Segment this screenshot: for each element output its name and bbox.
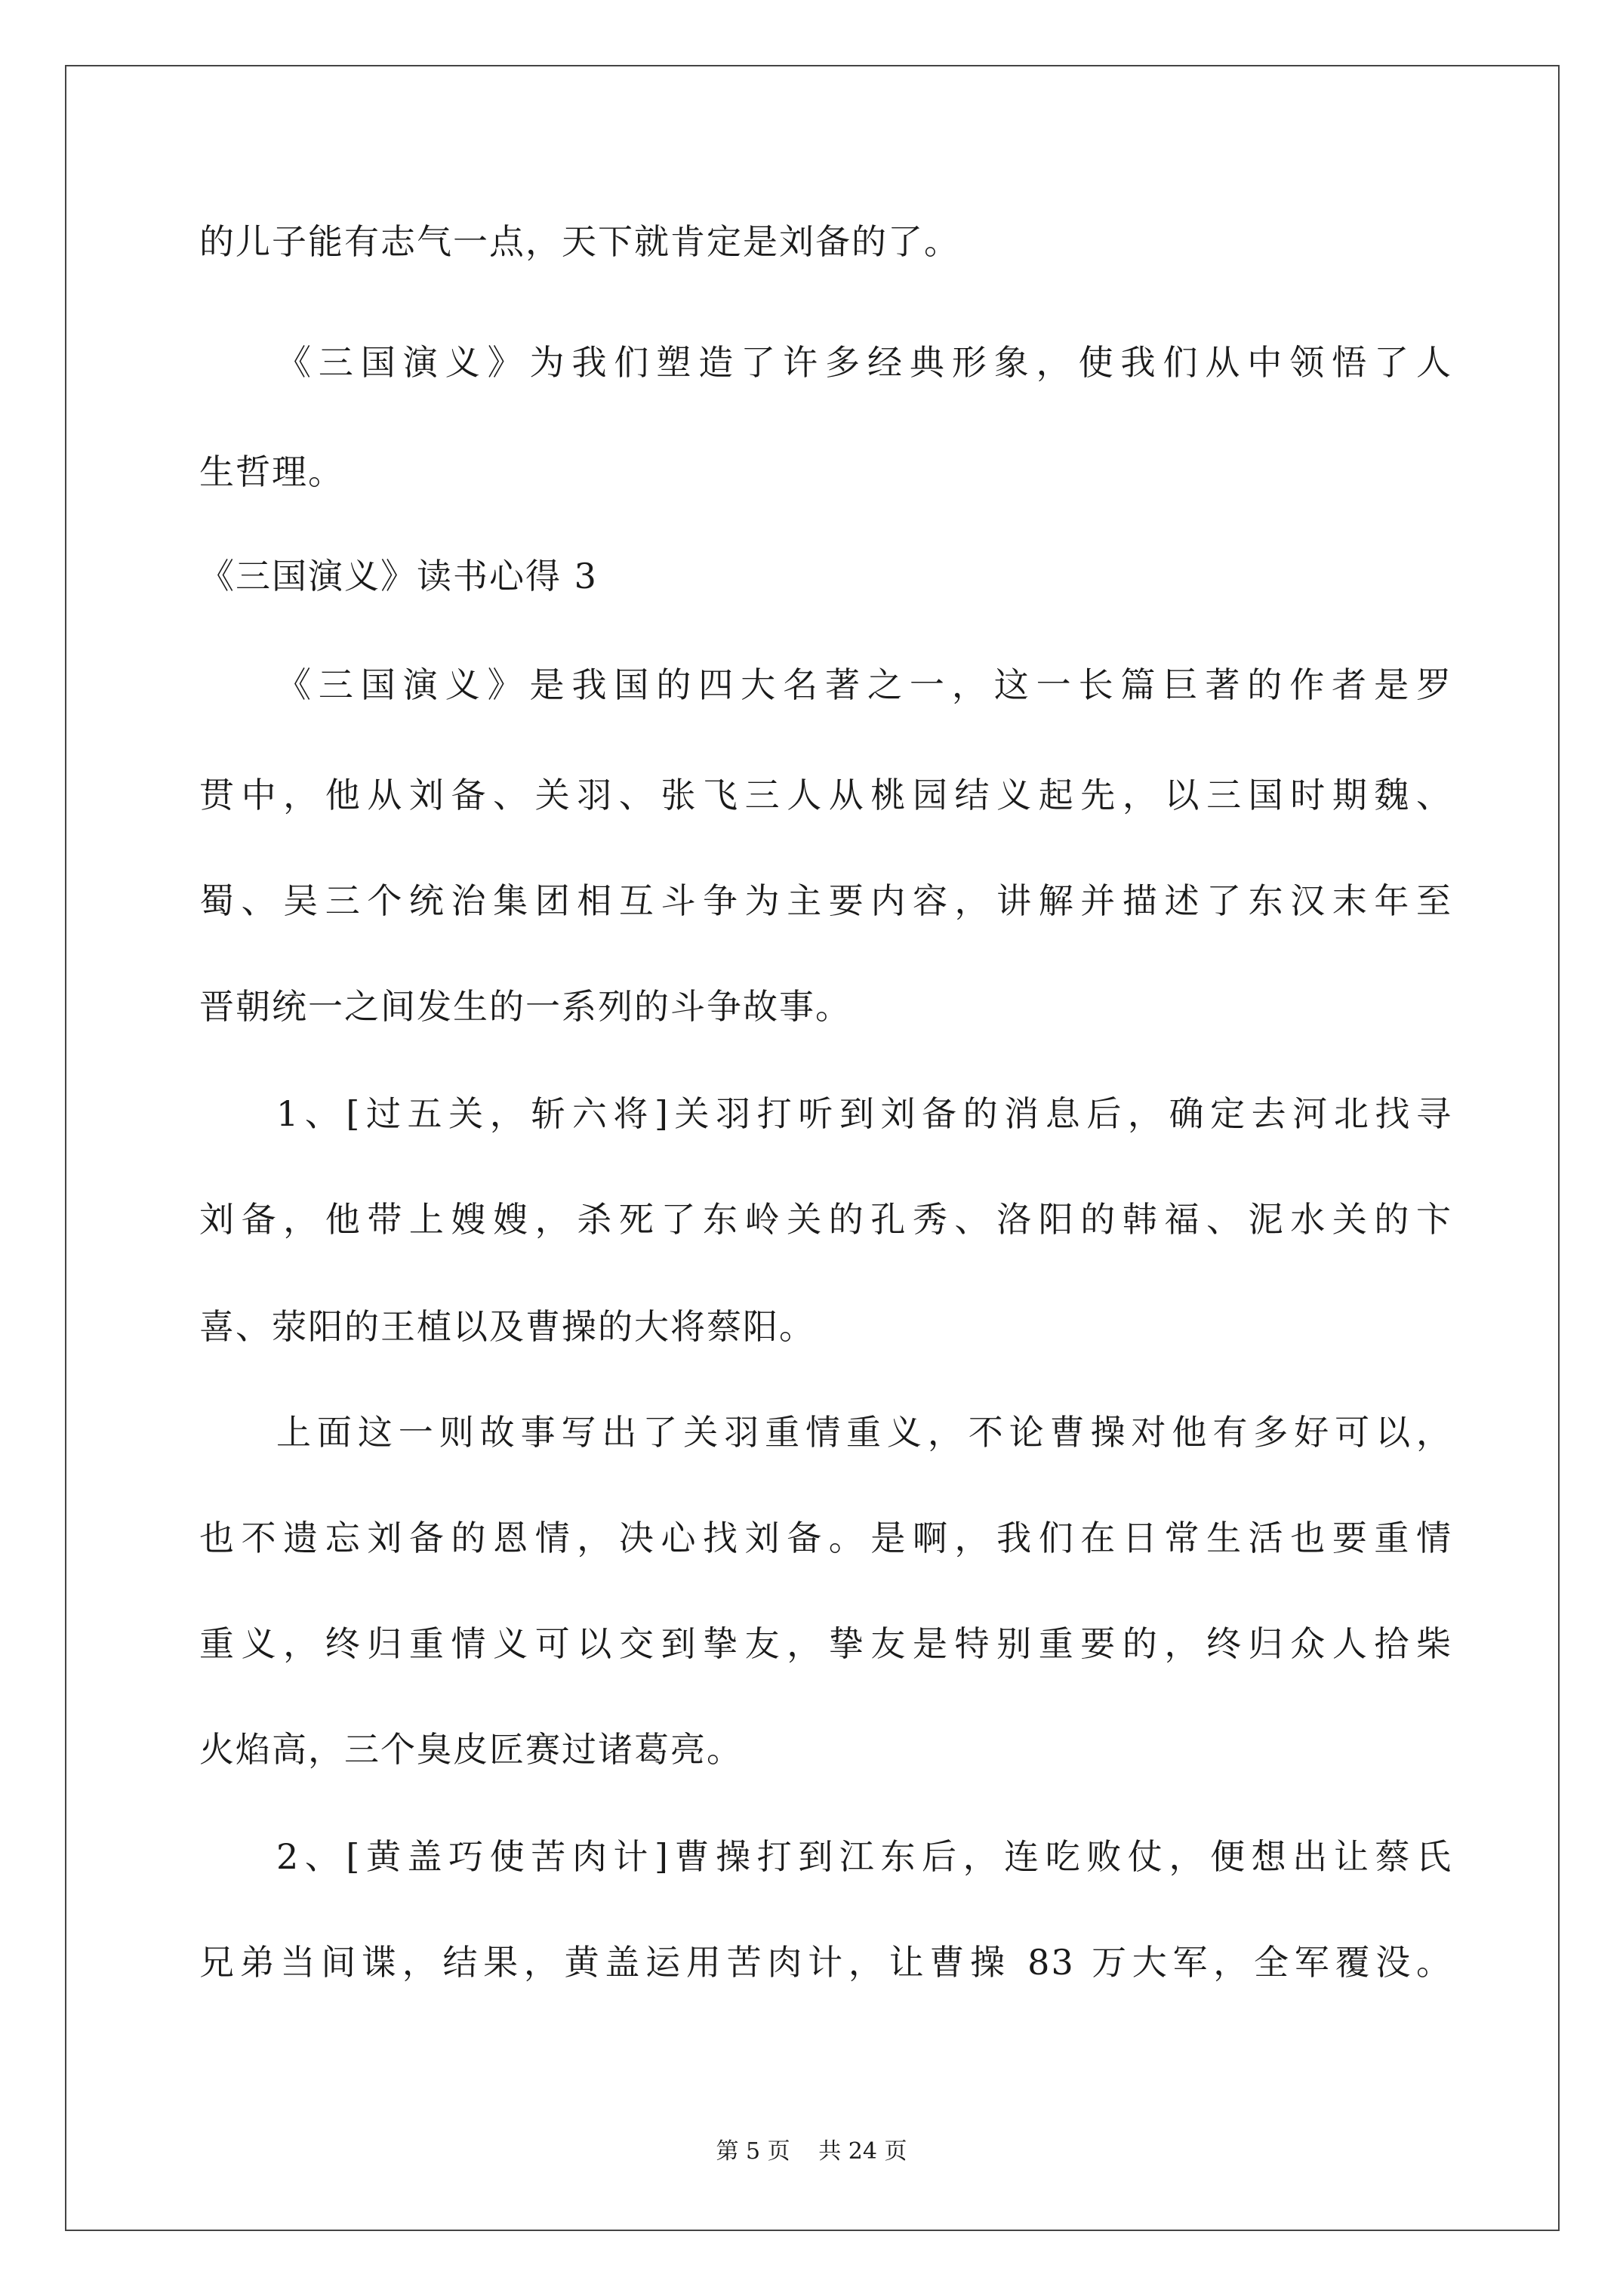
paragraph-line: 《三国演义》为我们塑造了许多经典形象，使我们从中领悟了人	[276, 342, 1452, 383]
paragraph-line: 1、[过五关，斩六将]关羽打听到刘备的消息后，确定去河北找寻	[276, 1093, 1452, 1134]
paragraph-line: 蜀、吴三个统治集团相互斗争为主要内容，讲解并描述了东汉末年至	[199, 880, 1452, 921]
page-footer	[0, 2137, 1623, 2167]
paragraph-line: 贯中，他从刘备、关羽、张飞三人从桃园结义起先，以三国时期魏、	[199, 775, 1452, 815]
paragraph-line: 晋朝统一之间发生的一系列的斗争故事。	[199, 986, 852, 1027]
paragraph-line: 兄弟当间谍，结果，黄盖运用苦肉计，让曹操 83 万大军，全军覆没。	[199, 1942, 1452, 1983]
page-border	[65, 65, 1560, 2231]
page-number: 第 5 页	[716, 2138, 790, 2165]
paragraph-line: 上面这一则故事写出了关羽重情重义，不论曹操对他有多好可以，	[276, 1412, 1452, 1453]
paragraph-line: 的儿子能有志气一点，天下就肯定是刘备的了。	[199, 221, 960, 262]
paragraph-line: 重义，终归重情义可以交到挚友，挚友是特别重要的，终归众人拾柴	[199, 1623, 1452, 1664]
page-total: 共 24 页	[818, 2138, 907, 2165]
paragraph-line: 《三国演义》是我国的四大名著之一，这一长篇巨著的作者是罗	[276, 664, 1452, 705]
paragraph-line: 2、[黄盖巧使苦肉计]曹操打到江东后，连吃败仗，便想出让蔡氏	[276, 1836, 1452, 1877]
paragraph-line: 火焰高，三个臭皮匠赛过诸葛亮。	[199, 1729, 743, 1770]
section-heading: 《三国演义》读书心得 3	[199, 556, 598, 596]
paragraph-line: 也不遗忘刘备的恩情，决心找刘备。是啊，我们在日常生活也要重情	[199, 1518, 1452, 1558]
paragraph-line: 喜、荥阳的王植以及曹操的大将蔡阳。	[199, 1306, 815, 1347]
paragraph-line: 刘备，他带上嫂嫂，杀死了东岭关的孔秀、洛阳的韩福、泥水关的卞	[199, 1199, 1452, 1240]
paragraph-line: 生哲理。	[199, 451, 344, 492]
